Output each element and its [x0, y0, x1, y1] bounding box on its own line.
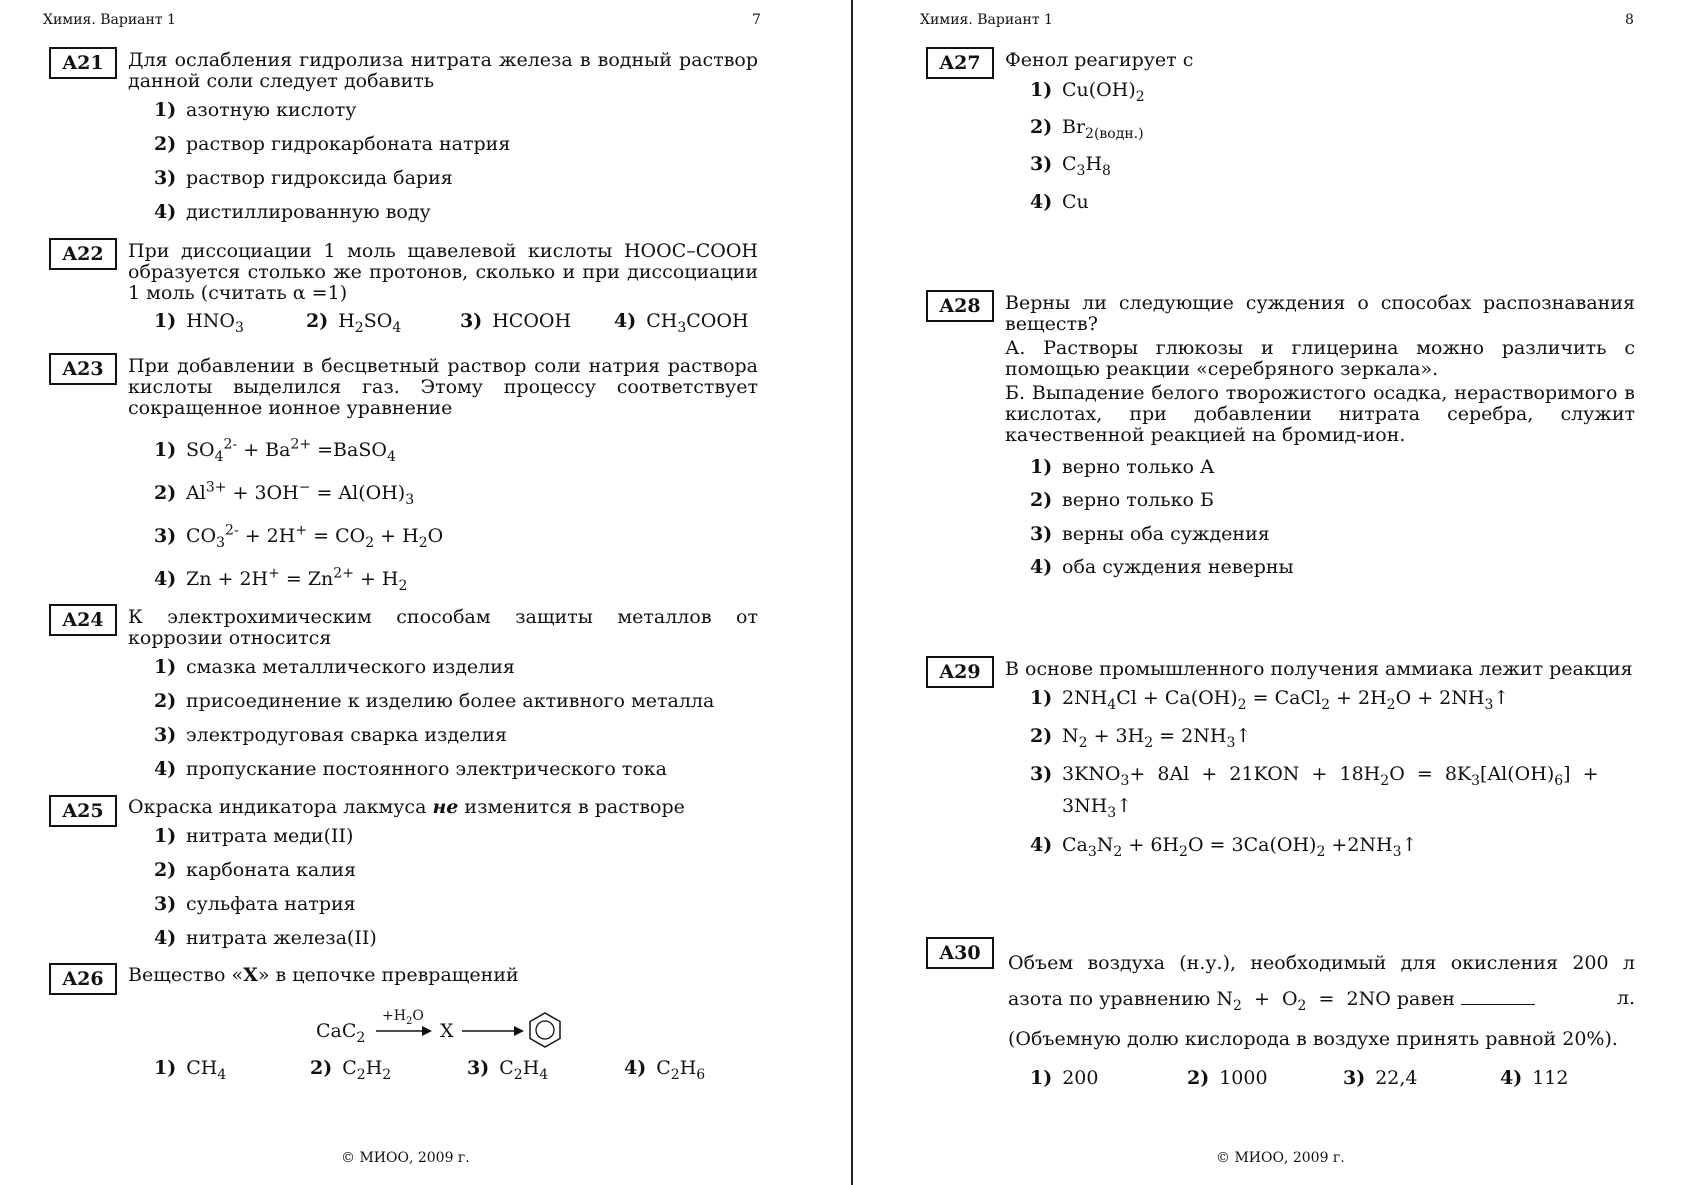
- option-number: 1): [1030, 79, 1053, 101]
- option-number: 1): [154, 310, 177, 332]
- option-number: 1): [1030, 687, 1053, 709]
- question-label-a21: A21: [49, 47, 117, 79]
- a25-text-after: изменится в растворе: [458, 796, 685, 818]
- a21-line2: данной соли следует добавить: [128, 70, 435, 92]
- option-formula: $HNO_3$: [186, 310, 244, 336]
- option-number: 2): [310, 1057, 333, 1079]
- a26-option-2[interactable]: [310, 1057, 391, 1083]
- a30-option-3[interactable]: [1343, 1067, 1418, 1089]
- a21-option-1[interactable]: [154, 99, 356, 121]
- option-number: 4): [624, 1057, 647, 1079]
- option-text: смазка металлического изделия: [186, 656, 515, 678]
- option-number: 1): [154, 439, 177, 462]
- a25-emphasis: не: [432, 796, 459, 818]
- question-label-a24: A24: [49, 604, 117, 636]
- option-formula: $3NH_3↑$: [1062, 795, 1133, 821]
- a28-line6: кислотах, при добавлении нитрата серебра, служит: [1005, 403, 1635, 425]
- scheme-x: X: [440, 1020, 454, 1042]
- scheme-start-text: CaC: [316, 1020, 357, 1042]
- option-number: 1): [154, 656, 177, 678]
- a23-line1: При добавлении в бесцветный раствор соли натрия раствора: [128, 355, 758, 377]
- option-formula: $N_2 + 3H_2$ = $2NH_3↑$: [1062, 725, 1252, 751]
- a30-line3: (Объемную долю кислорода в воздухе принять равной 20%).: [1008, 1028, 1618, 1050]
- question-label-a25: A25: [49, 795, 117, 827]
- a29-line1: В основе промышленного получения аммиака лежит реакция: [1005, 658, 1633, 680]
- a30-option-1[interactable]: [1030, 1067, 1098, 1089]
- a23-option-2[interactable]: [154, 477, 414, 511]
- option-number: 1): [1030, 456, 1053, 478]
- a23-line2: кислоты выделился газ. Этому процессу соответствует: [128, 376, 758, 398]
- scheme-reagent: $+H_2O$: [382, 1008, 424, 1027]
- option-formula: $Cu(OH)_2$: [1062, 79, 1145, 105]
- option-formula: $Al^{3+} + 3OH^- = Al(OH)_3$: [186, 480, 415, 509]
- option-text: нитрата меди(II): [186, 825, 354, 847]
- a27-line1: Фенол реагирует с: [1005, 49, 1194, 71]
- question-label-a26: A26: [49, 963, 117, 995]
- a22-option-4[interactable]: [614, 310, 749, 336]
- option-number: 2): [306, 310, 329, 332]
- option-text: сульфата натрия: [186, 893, 356, 915]
- a28-line3: А. Растворы глюкозы и глицерина можно различить с: [1005, 337, 1635, 359]
- option-number: 4): [1030, 834, 1053, 856]
- a29-option-4[interactable]: [1030, 834, 1417, 863]
- a28-line4: помощью реакции «серебряного зеркала».: [1005, 358, 1439, 380]
- option-number: 2): [154, 133, 177, 155]
- option-text: раствор гидрокарбоната натрия: [186, 133, 511, 155]
- a24-option-4[interactable]: [154, 758, 667, 780]
- option-text: 112: [1532, 1067, 1569, 1089]
- a25-option-4[interactable]: [154, 927, 377, 949]
- a21-option-2[interactable]: [154, 133, 510, 155]
- a29-option-1[interactable]: [1030, 687, 1509, 716]
- option-text: оба суждения неверны: [1062, 556, 1294, 578]
- option-number: 4): [1030, 191, 1053, 213]
- a23-option-1[interactable]: [154, 434, 396, 468]
- option-number: 1): [154, 825, 177, 847]
- a26-text-after: » в цепочке превращений: [257, 964, 519, 986]
- option-text: 200: [1062, 1067, 1099, 1089]
- running-header: Химия. Вариант 1: [43, 12, 176, 28]
- option-number: 2): [154, 690, 177, 712]
- option-formula: $C_2H_6$: [656, 1057, 706, 1083]
- a30-line2: [1008, 988, 1635, 1017]
- a23-option-3[interactable]: [154, 520, 443, 554]
- a24-option-2[interactable]: [154, 690, 714, 712]
- a24-line2: коррозии относится: [128, 627, 332, 649]
- question-label-a29: A29: [926, 656, 994, 688]
- option-number: 2): [1187, 1067, 1210, 1089]
- option-number: 2): [1030, 116, 1053, 138]
- option-number: 3): [154, 525, 177, 548]
- option-formula: $Zn + 2H^+ = Zn^{2+} + H_2$: [186, 566, 408, 595]
- option-number: 3): [467, 1057, 490, 1079]
- a26-question: [128, 965, 758, 986]
- option-text: карбоната калия: [186, 859, 357, 881]
- a30-line2-equation: азота по уравнению $N_2 + O_2 = 2NO$ равен: [1008, 988, 1535, 1017]
- option-number: 4): [1500, 1067, 1523, 1089]
- option-number: 4): [154, 758, 177, 780]
- option-text: 1000: [1219, 1067, 1268, 1089]
- option-number: 3): [1030, 153, 1053, 175]
- a26-option-3[interactable]: [467, 1057, 548, 1083]
- a22-option-2[interactable]: [306, 310, 401, 336]
- page-number: 8: [1625, 12, 1634, 28]
- a21-option-4[interactable]: [154, 201, 431, 223]
- option-text: пропускание постоянного электрического тока: [186, 758, 667, 780]
- answer-blank[interactable]: [1461, 988, 1535, 1005]
- option-text: 22,4: [1375, 1067, 1418, 1089]
- option-number: 3): [1343, 1067, 1366, 1089]
- option-text: присоединение к изделию более активного металла: [186, 690, 715, 712]
- option-number: 4): [154, 201, 177, 223]
- option-text: электродуговая сварка изделия: [186, 724, 508, 746]
- a29-option-3[interactable]: [1030, 763, 1599, 792]
- a28-option-3[interactable]: [1030, 523, 1270, 545]
- a24-option-1[interactable]: [154, 656, 515, 678]
- a22-option-1[interactable]: [154, 310, 244, 336]
- option-number: 2): [154, 859, 177, 881]
- option-number: 2): [1030, 489, 1053, 511]
- a28-line1: Верны ли следующие суждения о способах распознавания: [1005, 292, 1635, 314]
- a26-option-4[interactable]: [624, 1057, 705, 1083]
- question-label-a23: A23: [49, 353, 117, 385]
- a28-option-2[interactable]: [1030, 489, 1214, 511]
- a28-option-1[interactable]: [1030, 456, 1214, 478]
- a30-line2-text: азота по уравнению N: [1008, 988, 1233, 1010]
- option-number: 4): [614, 310, 637, 332]
- option-formula: $3KNO_3+ 8Al + 21KON + 18H_2O = 8K_3[Al(OH)_6]$ +: [1062, 763, 1599, 789]
- option-number: 3): [154, 893, 177, 915]
- a21-line1: Для ослабления гидролиза нитрата железа в водный раствор: [128, 49, 758, 71]
- option-formula: Cu: [1062, 191, 1089, 213]
- option-number: 3): [460, 310, 483, 332]
- option-formula: $SO_4^{2-} + Ba^{2+}$ =BaSO$_4$: [186, 437, 396, 466]
- option-formula: $C_2H_4$: [499, 1057, 549, 1083]
- option-text: азотную кислоту: [186, 99, 357, 121]
- option-formula: $CO_3^{2-} + 2H^+ = CO_2 + H_2O$: [186, 523, 444, 552]
- option-number: 1): [154, 1057, 177, 1079]
- option-number: 4): [154, 568, 177, 591]
- a25-question: [128, 797, 758, 818]
- option-formula: $Br_{2(водн.)}$: [1062, 116, 1144, 142]
- scheme-reagent-text: +H: [382, 1008, 406, 1024]
- option-number: 2): [154, 482, 177, 505]
- question-label-a28: A28: [926, 290, 994, 322]
- option-number: 3): [154, 167, 177, 189]
- option-text: нитрата железа(II): [186, 927, 377, 949]
- scheme-arrow-1-icon: [374, 1024, 434, 1038]
- footer: © МИОО, 2009 г.: [341, 1150, 470, 1166]
- a23-line3: сокращенное ионное уравнение: [128, 397, 453, 419]
- option-number: 3): [154, 724, 177, 746]
- page-number: 7: [752, 12, 761, 28]
- a25-text-before: Окраска индикатора лакмуса: [128, 796, 433, 818]
- option-formula: $C_2H_2$: [342, 1057, 392, 1083]
- a27-option-3[interactable]: [1030, 153, 1111, 182]
- option-text: верно только А: [1062, 456, 1215, 478]
- option-text: раствор гидроксида бария: [186, 167, 453, 189]
- a30-option-4[interactable]: [1500, 1067, 1568, 1089]
- a22-option-3[interactable]: [460, 310, 571, 332]
- a26-text-before: Вещество «: [128, 964, 244, 986]
- option-text: верно только Б: [1062, 489, 1214, 511]
- a26-bold-x: X: [243, 964, 258, 986]
- a25-option-2[interactable]: [154, 859, 356, 881]
- option-text: верны оба суждения: [1062, 523, 1270, 545]
- right-page: [853, 0, 1695, 1185]
- a25-option-1[interactable]: [154, 825, 353, 847]
- running-header: Химия. Вариант 1: [920, 12, 1053, 28]
- question-label-a22: A22: [49, 238, 117, 270]
- option-formula: $Ca_3N_2 + 6H_2O = 3Ca(OH)_2$ $+2NH_3↑$: [1062, 834, 1418, 860]
- option-formula: HCOOH: [492, 310, 572, 332]
- option-formula: $CH_3COOH$: [646, 310, 749, 336]
- a30-unit: л.: [1616, 987, 1635, 1009]
- option-number: 1): [154, 99, 177, 121]
- scheme-arrow-2-icon: [460, 1024, 526, 1038]
- option-formula: $CH_4$: [186, 1057, 227, 1083]
- a27-option-2[interactable]: [1030, 116, 1144, 145]
- a24-line1: К электрохимическим способам защиты металлов от: [128, 606, 758, 628]
- question-label-a27: A27: [926, 47, 994, 79]
- option-number: 1): [1030, 1067, 1053, 1089]
- option-text: дистиллированную воду: [186, 201, 431, 223]
- question-label-a30: A30: [926, 937, 994, 969]
- option-number: 2): [1030, 725, 1053, 747]
- a25-option-3[interactable]: [154, 893, 356, 915]
- a26-option-1[interactable]: [154, 1057, 226, 1083]
- a22-line1: При диссоциации 1 моль щавелевой кислоты НООС–СООН: [128, 240, 758, 262]
- scheme-start: CaC$_2$: [316, 1020, 366, 1046]
- benzene-ring-icon: [526, 1011, 564, 1049]
- a22-line3: 1 моль (считать α =1): [128, 282, 348, 304]
- footer: © МИОО, 2009 г.: [1216, 1150, 1345, 1166]
- a27-option-4[interactable]: [1030, 191, 1089, 213]
- a21-option-3[interactable]: [154, 167, 453, 189]
- option-formula: $2NH_4Cl + Ca(OH)_2$ = CaCl$_2$ + $2H_2O$ + $2NH_3↑$: [1062, 687, 1510, 713]
- a23-option-4[interactable]: [154, 563, 407, 597]
- a24-option-3[interactable]: [154, 724, 507, 746]
- a29-option-2[interactable]: [1030, 725, 1251, 754]
- option-formula: $C_3H_8$: [1062, 153, 1111, 179]
- a30-line1: Объем воздуха (н.у.), необходимый для окисления 200 л: [1008, 952, 1635, 974]
- a27-option-1[interactable]: [1030, 79, 1145, 108]
- a28-line7: качественной реакцией на бромид-ион.: [1005, 424, 1406, 446]
- option-number: 3): [1030, 523, 1053, 545]
- a22-line2: образуется столько же протонов, сколько и при диссоциации: [128, 261, 758, 283]
- option-number: 4): [1030, 556, 1053, 578]
- a28-line2: веществ?: [1005, 313, 1098, 335]
- option-number: 4): [154, 927, 177, 949]
- a28-option-4[interactable]: [1030, 556, 1294, 578]
- option-number: 3): [1030, 763, 1053, 785]
- option-formula: $H_2SO_4$: [338, 310, 402, 336]
- a28-line5: Б. Выпадение белого творожистого осадка, нерастворимого в: [1005, 382, 1635, 404]
- a29-option-3-continued: [1062, 795, 1132, 824]
- a30-option-2[interactable]: [1187, 1067, 1268, 1089]
